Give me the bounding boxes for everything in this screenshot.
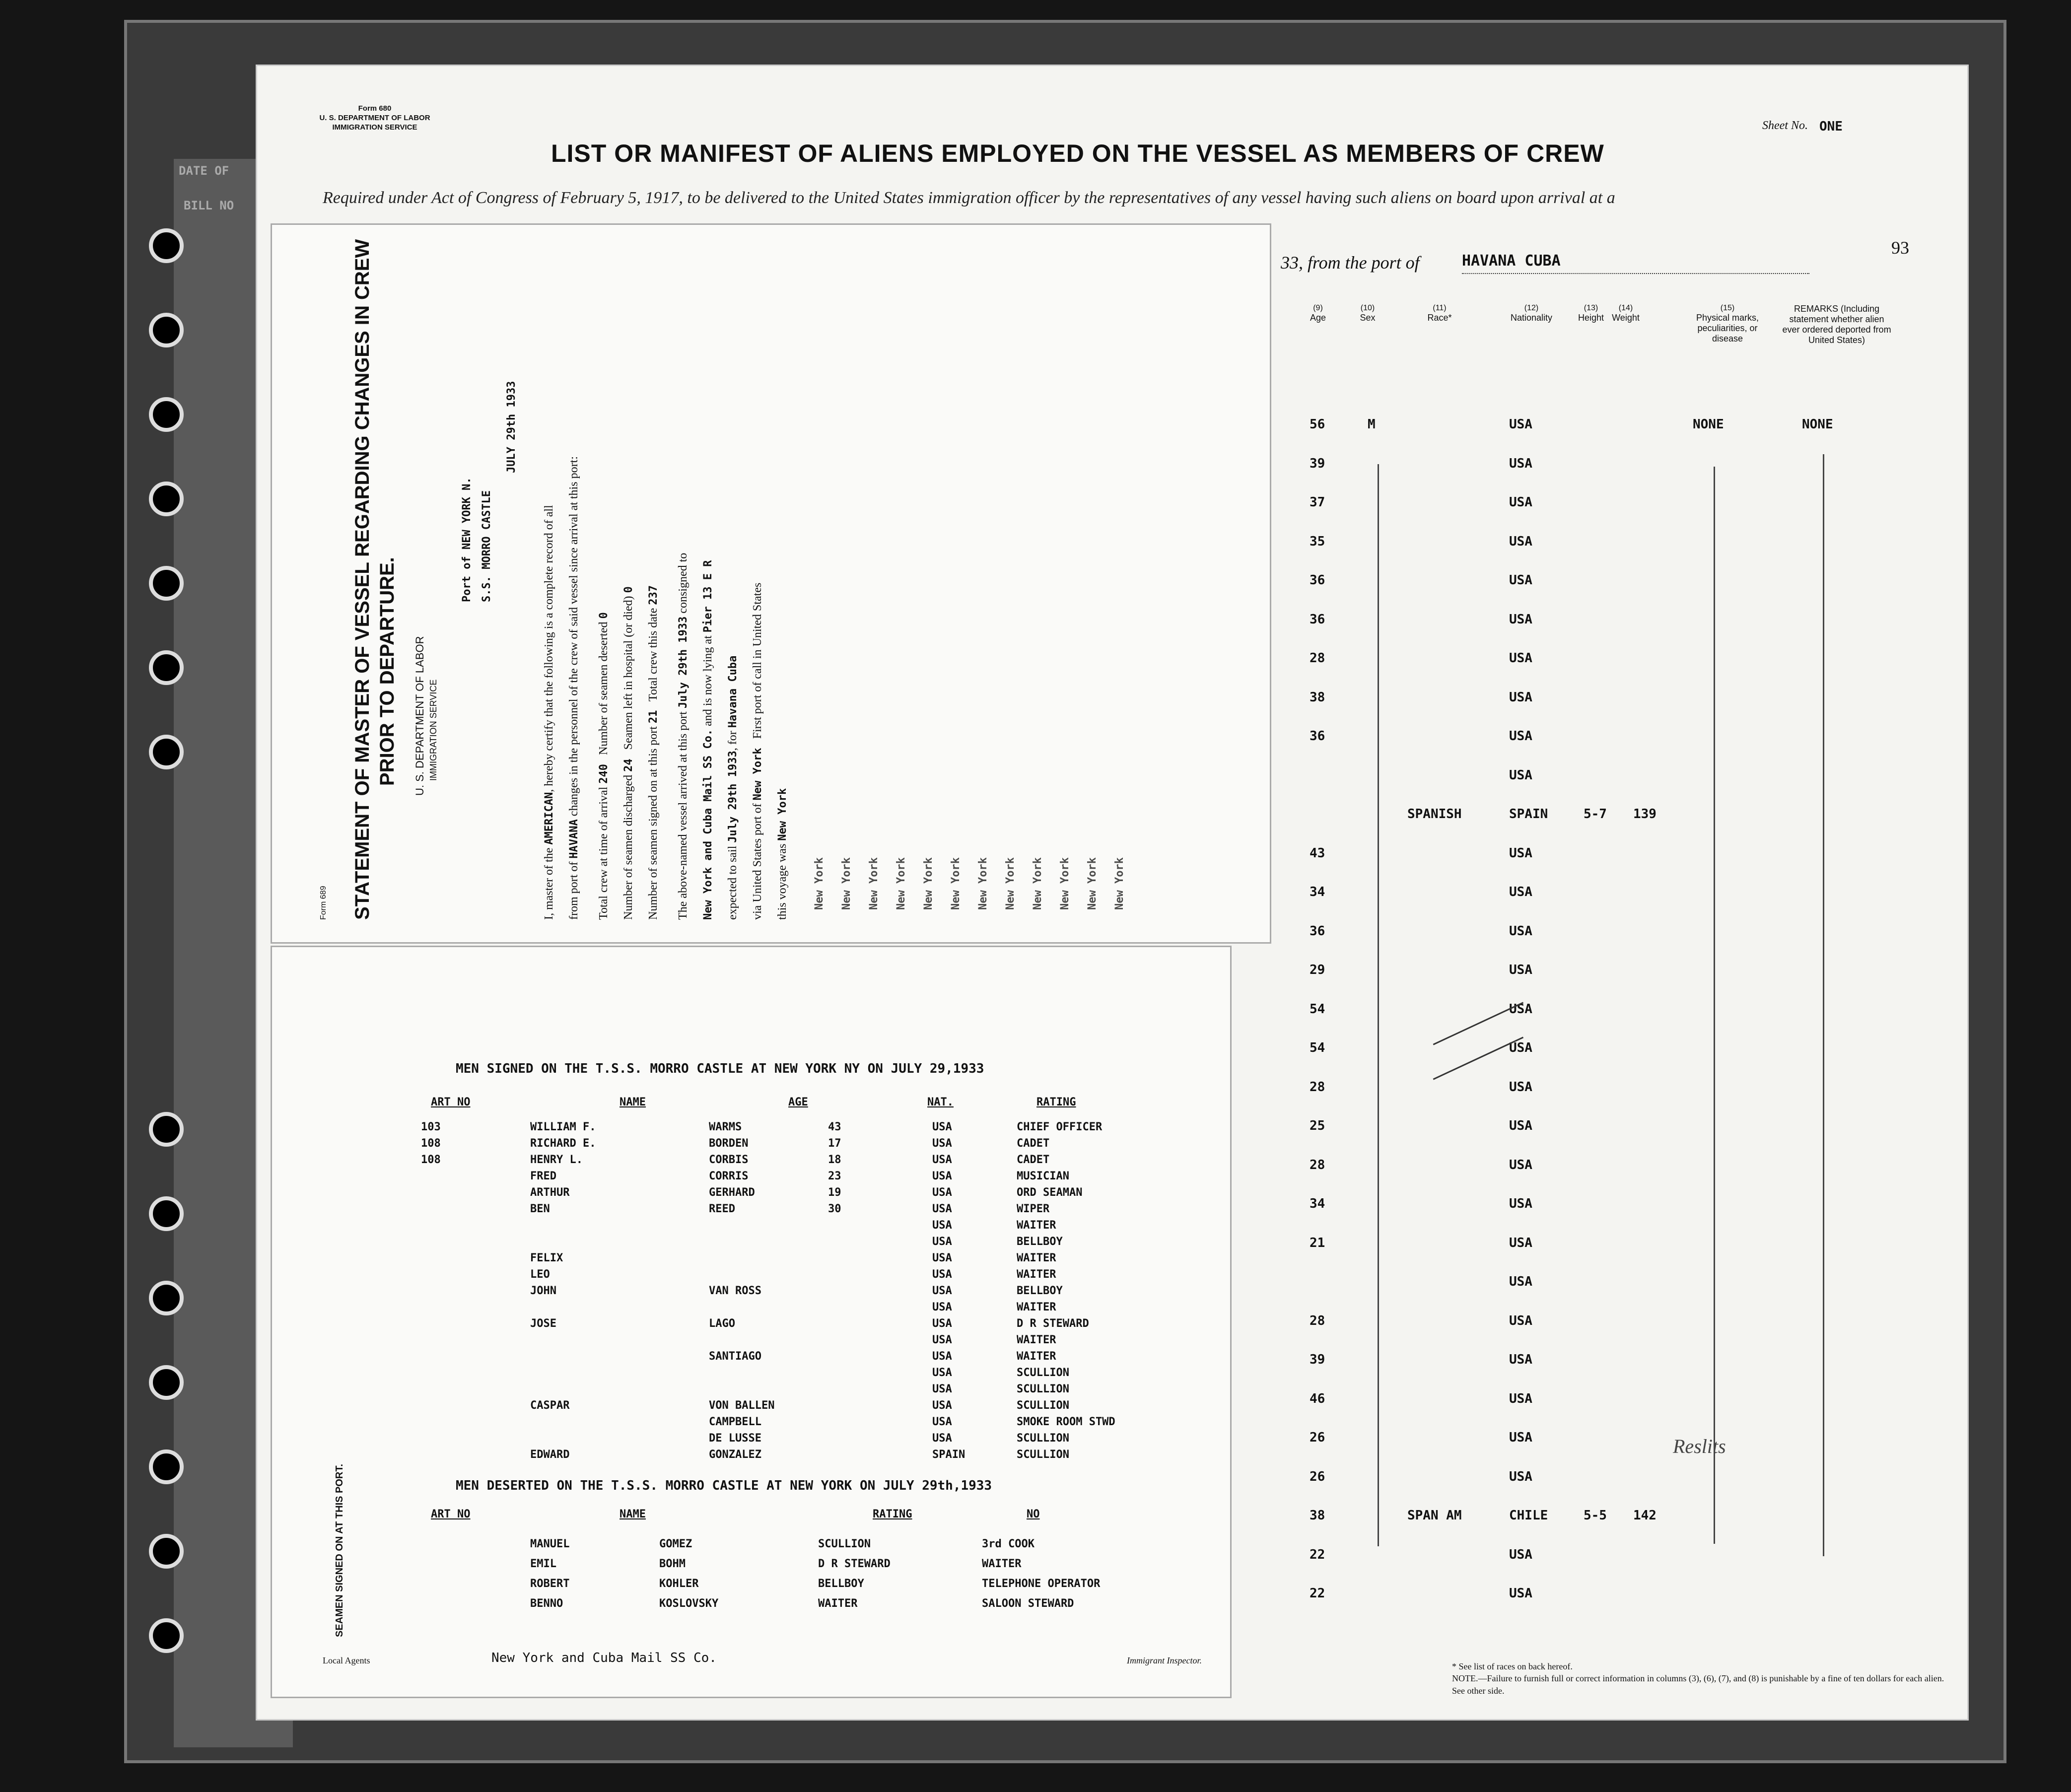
cell-age: 28	[1310, 1313, 1325, 1328]
signed-on-nat: USA	[932, 1416, 952, 1428]
cell-race: SPAN AM	[1407, 1508, 1462, 1523]
first-call-value: New York	[776, 788, 789, 841]
signed-on-nat: USA	[932, 1203, 952, 1215]
form-service: IMMIGRATION SERVICE	[332, 123, 417, 132]
signed-on-rating: WIPER	[1017, 1203, 1050, 1215]
signed-on-sublabel: SEAMEN SIGNED ON AT THIS PORT.	[334, 1464, 345, 1637]
signed-on-nat: USA	[932, 1334, 952, 1346]
punch-hole	[149, 1534, 184, 1569]
cell-height: 5-5	[1584, 1508, 1607, 1523]
cell-age: 37	[1310, 495, 1325, 510]
punch-hole	[149, 482, 184, 516]
punch-hole	[149, 1281, 184, 1315]
cell-age: 54	[1310, 1001, 1325, 1017]
arrived-line: The above-named vessel arrived at this port July 29th 1933 consigned to	[677, 552, 690, 920]
cell-remarks: NONE	[1802, 417, 1833, 432]
cell-nat: USA	[1509, 1586, 1532, 1601]
cell-nat: USA	[1509, 651, 1532, 666]
crew-this-date-value: 237	[647, 585, 660, 605]
statement-overlay	[271, 223, 1271, 944]
punch-hole	[149, 313, 184, 347]
cell-nat: USA	[1509, 729, 1532, 744]
deserted-rating: D R STEWARD	[818, 1558, 891, 1570]
signed-on-rating: ORD SEAMAN	[1017, 1186, 1083, 1199]
signed-on-nat: USA	[932, 1236, 952, 1248]
deserted-rating2: 3rd COOK	[982, 1538, 1035, 1550]
column-header	[1415, 304, 1464, 323]
cell-age: 54	[1310, 1040, 1325, 1055]
signed-on-rating: WAITER	[1017, 1301, 1056, 1313]
signed-on-last: CAMPBELL	[709, 1416, 761, 1428]
column-header	[1353, 304, 1382, 323]
form-dept: U. S. DEPARTMENT OF LABOR	[319, 113, 430, 122]
cell-sex: M	[1368, 417, 1376, 432]
statement-ss: S.S. MORRO CASTLE	[481, 490, 493, 602]
signed-on-last: VAN ROSS	[709, 1285, 761, 1297]
hospital-value: 0	[622, 586, 635, 593]
signed-on-no: 108	[421, 1154, 441, 1166]
deserting-row: New York	[1032, 857, 1044, 910]
signed-on-rating: CADET	[1017, 1137, 1050, 1150]
deserted-first: ROBERT	[530, 1578, 570, 1590]
deserting-row: New York	[922, 857, 935, 910]
statement-nationality: AMERICAN	[543, 792, 555, 845]
signed-on-age: 19	[828, 1186, 841, 1199]
cell-weight: 139	[1633, 807, 1657, 822]
signed-on-nat: USA	[932, 1219, 952, 1232]
column-label: REMARKS (Including statement whether alien ever ordered deported from United States)	[1782, 304, 1891, 345]
signed-on-first: HENRY L.	[530, 1154, 583, 1166]
cell-age: 21	[1310, 1235, 1325, 1250]
column-number: (11)	[1433, 304, 1447, 312]
cell-nat: USA	[1509, 1391, 1532, 1406]
deserted-last: KOSLOVSKY	[659, 1597, 719, 1610]
cell-nat: USA	[1509, 1040, 1532, 1055]
form-header	[318, 104, 432, 132]
port-prefix: 33, from the port of	[1281, 253, 1420, 273]
column-number: (9)	[1313, 304, 1323, 312]
column-label: Physical marks, peculiarities, or disease	[1696, 313, 1759, 344]
signed-on-heading: MEN SIGNED ON THE T.S.S. MORRO CASTLE AT NEW YORK NY ON JULY 29,1933	[456, 1061, 984, 1076]
statement-title-2: PRIOR TO DEPARTURE.	[376, 557, 398, 786]
column-label: Race*	[1427, 313, 1452, 323]
ditto-line-sex	[1378, 464, 1379, 1546]
cell-nat: USA	[1509, 689, 1532, 705]
ditto-line-remarks	[1823, 454, 1824, 1556]
deserting-row: New York	[1059, 857, 1071, 910]
column-header	[1574, 304, 1608, 323]
signed-on-rating: D R STEWARD	[1017, 1317, 1089, 1330]
deserted-rating2: SALOON STEWARD	[982, 1597, 1074, 1610]
deserting-row: New York	[813, 857, 826, 910]
cell-age: 25	[1310, 1118, 1325, 1133]
signed-on-rating: BELLBOY	[1017, 1285, 1063, 1297]
signed-on-first: EDWARD	[530, 1448, 570, 1461]
discharged-line: Number of seamen discharged 24 Seamen left in hospital (or died) 0	[622, 586, 635, 920]
signed-on-last: GERHARD	[709, 1186, 755, 1199]
signed-on-col-header: NAME	[620, 1096, 646, 1108]
lying-value: Pier 13 E R	[702, 560, 714, 633]
side-label-date: DATE OF	[179, 164, 229, 178]
signed-on-nat: SPAIN	[932, 1448, 966, 1461]
signed-on-rating: SCULLION	[1017, 1383, 1069, 1395]
statement-port: Port of NEW YORK N.	[461, 477, 473, 602]
signed-on-last: WARMS	[709, 1121, 742, 1133]
cell-nat: USA	[1509, 767, 1532, 783]
cell-nat: USA	[1509, 963, 1532, 977]
cell-age: 26	[1310, 1430, 1325, 1445]
column-number: (15)	[1720, 304, 1735, 312]
signed-on-first: JOSE	[530, 1317, 556, 1330]
signed-on-rating: SCULLION	[1017, 1399, 1069, 1412]
cell-race: SPANISH	[1407, 807, 1462, 822]
handwritten-annotation: Reslits	[1673, 1435, 1726, 1457]
punch-hole	[149, 1449, 184, 1484]
signed-on-nat: USA	[932, 1154, 952, 1166]
column-number: (13)	[1584, 304, 1598, 312]
column-label: Sex	[1360, 313, 1376, 323]
deserted-last: GOMEZ	[659, 1538, 692, 1550]
column-label: Weight	[1612, 313, 1640, 323]
signed-on-age: 17	[828, 1137, 841, 1150]
deserting-row: New York	[1086, 857, 1099, 910]
cell-age: 28	[1310, 1079, 1325, 1095]
statement-date: JULY 29th 1933	[505, 381, 518, 473]
signed-on-nat: USA	[932, 1121, 952, 1133]
signed-on-nat: USA	[932, 1170, 952, 1182]
cell-nat: USA	[1509, 417, 1532, 432]
cell-nat: USA	[1509, 923, 1532, 939]
signed-on-rating: CADET	[1017, 1154, 1050, 1166]
cell-age: 36	[1310, 573, 1325, 588]
signed-on-last: CORBIS	[709, 1154, 749, 1166]
signed-on-rating: MUSICIAN	[1017, 1170, 1069, 1182]
cell-age: 39	[1310, 1352, 1325, 1367]
signed-on-last: BORDEN	[709, 1137, 749, 1150]
cell-age: 34	[1310, 885, 1325, 899]
signed-on-nat: USA	[932, 1285, 952, 1297]
signed-on-nat: USA	[932, 1317, 952, 1330]
punch-hole	[149, 1112, 184, 1147]
deserted-last: KOHLER	[659, 1578, 699, 1590]
intro-text: Required under Act of Congress of February 5, 1917, to be delivered to the United States immigration officer by the representatives of any vessel having such aliens on board upon arrival at a	[323, 189, 1615, 207]
deserted-col-header: NAME	[620, 1508, 646, 1520]
deserted-first: BENNO	[530, 1597, 563, 1610]
signed-on-age: 43	[828, 1121, 841, 1133]
column-label: Height	[1578, 313, 1604, 323]
signed-on-nat: USA	[932, 1137, 952, 1150]
cell-age: 36	[1310, 729, 1325, 744]
cell-nat: USA	[1509, 1547, 1532, 1562]
cell-age: 39	[1310, 456, 1325, 471]
local-agents-label: Local Agents	[323, 1655, 370, 1665]
deserted-col-header: NO	[1027, 1508, 1040, 1520]
deserted-rating: SCULLION	[818, 1538, 871, 1550]
consigned-line: New York and Cuba Mail SS Co. and is now lying at Pier 13 E R	[701, 560, 714, 920]
cell-nat: USA	[1509, 1235, 1532, 1250]
signed-on-rating: WAITER	[1017, 1219, 1056, 1232]
signed-on-last: DE LUSSE	[709, 1432, 761, 1445]
cell-nat: USA	[1509, 1001, 1532, 1017]
cell-nat: USA	[1509, 495, 1532, 510]
cell-height: 5-7	[1584, 807, 1607, 822]
cell-nat: USA	[1509, 1118, 1532, 1133]
deserting-row: New York	[868, 857, 880, 910]
deserting-row: New York	[1004, 857, 1017, 910]
column-number: (14)	[1618, 304, 1633, 312]
cell-nat: USA	[1509, 1196, 1532, 1211]
column-header	[1608, 304, 1643, 323]
cell-nat: USA	[1509, 885, 1532, 899]
signed-on-nat: USA	[932, 1268, 952, 1281]
signed-on-first: ARTHUR	[530, 1186, 570, 1199]
signed-on-last: REED	[709, 1203, 735, 1215]
deserted-col-header: RATING	[873, 1508, 912, 1520]
cell-age: 34	[1310, 1196, 1325, 1211]
statement-dept: U. S. DEPARTMENT OF LABOR	[414, 636, 426, 796]
via-line: via United States port of New York First port of call in United States	[751, 582, 764, 920]
signed-on-rating: SMOKE ROOM STWD	[1017, 1416, 1115, 1428]
cell-nat: USA	[1509, 1274, 1532, 1289]
cell-age: 26	[1310, 1469, 1325, 1484]
deserted-value: 0	[598, 612, 610, 619]
signed-on-rating: BELLBOY	[1017, 1236, 1063, 1248]
cell-nat: USA	[1509, 1352, 1532, 1367]
sheet-label: Sheet No.	[1762, 119, 1808, 132]
deserted-last: BOHM	[659, 1558, 686, 1570]
total-crew-line: Total crew at time of arrival 240 Number of seamen deserted 0	[597, 612, 610, 920]
signed-on-no: 103	[421, 1121, 441, 1133]
statement-form: Form 689	[319, 886, 328, 920]
cell-age: 28	[1310, 651, 1325, 666]
column-header	[1306, 304, 1330, 323]
cell-nat: USA	[1509, 534, 1532, 549]
signed-on-rating: SCULLION	[1017, 1432, 1069, 1445]
sail-value: July 29th 1933	[727, 751, 739, 843]
cell-age: 28	[1310, 1157, 1325, 1172]
via-port-value: New York	[752, 748, 764, 801]
cell-age: 46	[1310, 1391, 1325, 1406]
signed-on-nat: USA	[932, 1367, 952, 1379]
signed-on-first: JOHN	[530, 1285, 556, 1297]
inspector-label: Immigrant Inspector.	[1127, 1655, 1202, 1665]
signed-on-rating: CHIEF OFFICER	[1017, 1121, 1103, 1133]
cell-age: 43	[1310, 845, 1325, 861]
deserted-first: MANUEL	[530, 1538, 570, 1550]
deserting-row: New York	[1113, 857, 1126, 910]
signed-on-value: 21	[647, 710, 660, 724]
cell-nat: USA	[1509, 1469, 1532, 1484]
cell-age: 36	[1310, 923, 1325, 939]
deserted-rating: BELLBOY	[818, 1578, 864, 1590]
signed-on-line: Number of seamen signed on at this port 21 Total crew this date 237	[647, 585, 660, 920]
punch-hole	[149, 228, 184, 263]
signed-on-last: LAGO	[709, 1317, 735, 1330]
signed-on-col-header: NAT.	[927, 1096, 954, 1108]
cell-nat: USA	[1509, 1079, 1532, 1095]
side-label-bill: BILL NO	[184, 199, 234, 212]
deserted-rating: WAITER	[818, 1597, 858, 1610]
statement-title: STATEMENT OF MASTER OF VESSEL REGARDING CHANGES IN CREW	[351, 239, 373, 920]
cell-nat: USA	[1509, 1430, 1532, 1445]
cell-nat: USA	[1509, 1313, 1532, 1328]
punch-hole	[149, 735, 184, 769]
signed-on-nat: USA	[932, 1252, 952, 1264]
form-number: Form 680	[358, 104, 392, 113]
cell-age: 36	[1310, 612, 1325, 627]
deserting-row: New York	[950, 857, 962, 910]
column-header	[1688, 304, 1767, 344]
signed-on-first: FELIX	[530, 1252, 563, 1264]
column-header	[1497, 304, 1566, 323]
signed-on-nat: USA	[932, 1350, 952, 1363]
column-label: Nationality	[1510, 313, 1553, 323]
consigned-value: New York and Cuba Mail SS Co.	[702, 729, 714, 920]
signed-on-col-header: ART NO	[431, 1096, 471, 1108]
cell-age: 29	[1310, 963, 1325, 977]
signed-on-nat: USA	[932, 1399, 952, 1412]
total-crew-value: 240	[598, 764, 610, 784]
port-value: HAVANA CUBA	[1462, 252, 1561, 270]
signed-on-rating: WAITER	[1017, 1268, 1056, 1281]
punch-hole	[149, 650, 184, 685]
deserted-col-header: ART NO	[431, 1508, 471, 1520]
sheet-value: ONE	[1819, 119, 1843, 134]
statement-from-line: from port of HAVANA changes in the personnel of the crew of said vessel since arrival at this port:	[567, 456, 580, 920]
signed-on-rating: SCULLION	[1017, 1448, 1069, 1461]
cell-nat: USA	[1509, 612, 1532, 627]
discharged-value: 24	[622, 758, 635, 772]
signed-on-nat: USA	[932, 1301, 952, 1313]
column-label: Age	[1310, 313, 1326, 323]
sail-line: expected to sail July 29th 1933, for Havana Cuba	[726, 655, 739, 920]
signed-on-no: 108	[421, 1137, 441, 1150]
statement-service: IMMIGRATION SERVICE	[428, 679, 438, 781]
signed-on-rating: WAITER	[1017, 1252, 1056, 1264]
cell-weight: 142	[1633, 1508, 1657, 1523]
punch-hole	[149, 1618, 184, 1653]
cell-age: 56	[1310, 417, 1325, 432]
cell-nat: CHILE	[1509, 1508, 1548, 1523]
cell-marks: NONE	[1693, 417, 1724, 432]
cell-nat: USA	[1509, 573, 1532, 588]
punch-hole	[149, 1196, 184, 1231]
first-call-line: this voyage was New York	[776, 788, 789, 920]
signed-on-first: RICHARD E.	[530, 1137, 596, 1150]
signed-on-nat: USA	[932, 1383, 952, 1395]
cell-nat: USA	[1509, 845, 1532, 861]
column-number: (10)	[1360, 304, 1375, 312]
deserted-rating2: TELEPHONE OPERATOR	[982, 1578, 1101, 1590]
statement-from-port: HAVANA	[568, 819, 580, 859]
cell-age: 35	[1310, 534, 1325, 549]
signed-on-col-header: AGE	[788, 1096, 808, 1108]
punch-hole	[149, 397, 184, 432]
cell-nat: USA	[1509, 456, 1532, 471]
signed-on-rating: WAITER	[1017, 1350, 1056, 1363]
crew-changes-overlay	[271, 946, 1232, 1698]
signed-on-col-header: RATING	[1036, 1096, 1076, 1108]
cell-age: 22	[1310, 1586, 1325, 1601]
signed-on-age: 18	[828, 1154, 841, 1166]
signed-on-last: SANTIAGO	[709, 1350, 761, 1363]
column-number: (12)	[1524, 304, 1539, 312]
signed-on-last: CORRIS	[709, 1170, 749, 1182]
page-number: 93	[1891, 238, 1909, 258]
cell-age: 38	[1310, 689, 1325, 705]
signed-on-first: LEO	[530, 1268, 550, 1281]
ditto-line-marks	[1714, 467, 1715, 1544]
cell-nat: USA	[1509, 1157, 1532, 1172]
signed-on-last: GONZALEZ	[709, 1448, 761, 1461]
footer-notes	[1452, 1660, 1948, 1697]
deserting-row: New York	[977, 857, 989, 910]
signed-on-first: CASPAR	[530, 1399, 570, 1412]
signed-on-nat: USA	[932, 1186, 952, 1199]
deserted-heading: MEN DESERTED ON THE T.S.S. MORRO CASTLE AT NEW YORK ON JULY 29th,1933	[456, 1478, 992, 1493]
signed-on-age: 30	[828, 1203, 841, 1215]
signed-on-rating: WAITER	[1017, 1334, 1056, 1346]
column-header	[1782, 304, 1891, 345]
footer-note-fine: NOTE.—Failure to furnish full or correct information in columns (3), (6), (7), and (8) is punishable by a fine of ten dollars for each alien. See other side.	[1452, 1673, 1944, 1696]
footer-note-races: * See list of races on back hereof.	[1452, 1661, 1573, 1671]
signed-on-rating: SCULLION	[1017, 1367, 1069, 1379]
deserted-first: EMIL	[530, 1558, 556, 1570]
deserted-rating2: WAITER	[982, 1558, 1022, 1570]
signed-on-first: BEN	[530, 1203, 550, 1215]
signed-on-age: 23	[828, 1170, 841, 1182]
page-title: LIST OR MANIFEST OF ALIENS EMPLOYED ON THE VESSEL AS MEMBERS OF CREW	[551, 139, 1604, 167]
local-agents-value: New York and Cuba Mail SS Co.	[491, 1651, 717, 1665]
signed-on-nat: USA	[932, 1432, 952, 1445]
cell-nat: SPAIN	[1509, 807, 1548, 822]
punch-hole	[149, 566, 184, 601]
cell-age: 38	[1310, 1508, 1325, 1523]
deserting-row: New York	[895, 857, 907, 910]
deserting-row: New York	[840, 857, 853, 910]
statement-master-line: I, master of the AMERICAN, hereby certify that the following is a complete record of all	[543, 505, 555, 920]
signed-on-first: WILLIAM F.	[530, 1121, 596, 1133]
punch-hole	[149, 1365, 184, 1400]
port-underline	[1462, 273, 1809, 274]
for-port-value: Havana Cuba	[727, 655, 739, 728]
signed-on-first: FRED	[530, 1170, 556, 1182]
arrived-value: July 29th 1933	[677, 616, 690, 709]
cell-age: 22	[1310, 1547, 1325, 1562]
signed-on-last: VON BALLEN	[709, 1399, 775, 1412]
